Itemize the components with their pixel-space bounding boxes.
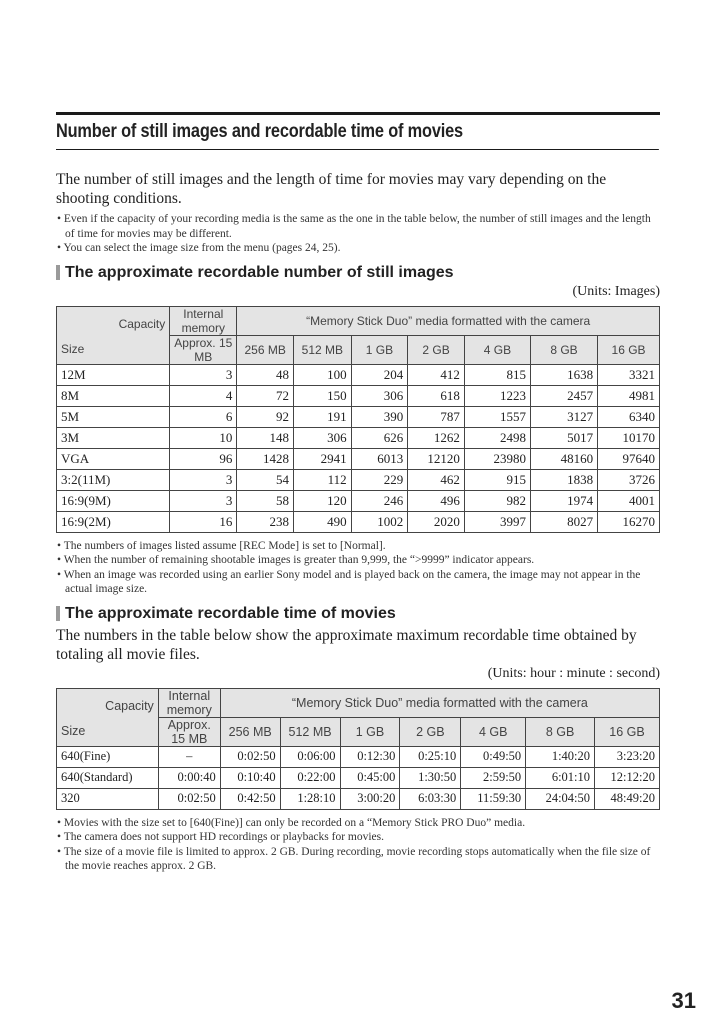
column-header: 16 GB	[595, 717, 660, 746]
table-cell: 0:49:50	[461, 746, 526, 767]
column-header: 2 GB	[400, 717, 461, 746]
internal-size-header: Approx. 15 MB	[158, 717, 220, 746]
table-cell: 72	[237, 385, 294, 406]
table-cell: 6:01:10	[526, 767, 595, 788]
table-cell: 6340	[598, 406, 660, 427]
movies-units: (Units: hour : minute : second)	[487, 665, 660, 681]
table-cell: 229	[351, 469, 408, 490]
table-cell: 4981	[598, 385, 660, 406]
table-cell: 48:49:20	[595, 788, 660, 809]
table-cell: 1428	[237, 448, 294, 469]
column-header: 4 GB	[464, 335, 530, 364]
table-cell: 150	[293, 385, 351, 406]
table-cell: 3:00:20	[340, 788, 400, 809]
table-cell: 0:45:00	[340, 767, 400, 788]
column-header: 1 GB	[340, 717, 400, 746]
movies-notes	[56, 816, 660, 874]
movies-table-body	[57, 746, 660, 809]
table-row	[57, 448, 660, 469]
intro-text: The number of still images and the length of time for movies may vary depending on the shooting conditions.	[56, 171, 607, 207]
table-cell: 8027	[530, 511, 597, 532]
table-cell: 1:30:50	[400, 767, 461, 788]
still-notes	[56, 539, 660, 597]
table-cell: 12:12:20	[595, 767, 660, 788]
table-cell: 204	[351, 364, 408, 385]
table-cell: 626	[351, 427, 408, 448]
table-cell: 306	[351, 385, 408, 406]
table-cell: 1002	[351, 511, 408, 532]
table-cell: 100	[293, 364, 351, 385]
table-cell: 16270	[598, 511, 660, 532]
movies-table	[56, 688, 660, 810]
table-cell: 48	[237, 364, 294, 385]
table-cell: 10170	[598, 427, 660, 448]
table-cell: 1262	[408, 427, 465, 448]
table-row	[57, 511, 660, 532]
page-title: Number of still images and recordable time of movies	[56, 121, 659, 150]
capacity-size-header	[57, 306, 170, 364]
row-size-label: 16:9(9M)	[57, 490, 170, 511]
table-cell: 2941	[293, 448, 351, 469]
still-images-heading	[56, 264, 660, 282]
column-header: 2 GB	[408, 335, 465, 364]
table-cell: 246	[351, 490, 408, 511]
table-row	[57, 788, 660, 809]
capacity-size-header	[57, 688, 159, 746]
movies-note: • The camera does not support HD recordings or playbacks for movies.	[57, 831, 385, 843]
still-note: • When an image was recorded using an earlier Sony model and is played back on the camera, the image may not appear in the actual image size.	[57, 568, 641, 595]
row-size-label: VGA	[57, 448, 170, 469]
movies-heading	[56, 605, 660, 623]
row-size-label: 12M	[57, 364, 170, 385]
row-size-label: 320	[57, 788, 159, 809]
table-cell: 2:59:50	[461, 767, 526, 788]
internal-size-header: Approx. 15 MB	[170, 335, 237, 364]
table-cell: 1838	[530, 469, 597, 490]
table-cell: 112	[293, 469, 351, 490]
row-size-label: 5M	[57, 406, 170, 427]
still-images-table-body	[57, 364, 660, 532]
table-cell: 1638	[530, 364, 597, 385]
movies-heading-text: The approximate recordable time of movies	[65, 604, 396, 622]
table-cell: 0:00:40	[158, 767, 220, 788]
section-bar-marker	[56, 265, 60, 280]
table-cell: 4001	[598, 490, 660, 511]
internal-memory-header: Internal memory	[158, 688, 220, 717]
table-row	[57, 385, 660, 406]
table-row	[57, 406, 660, 427]
still-units: (Units: Images)	[572, 283, 660, 299]
media-header: “Memory Stick Duo” media formatted with the camera	[220, 688, 659, 717]
table-cell: 0:10:40	[220, 767, 280, 788]
movies-note: • Movies with the size set to [640(Fine)] can only be recorded on a “Memory Stick PRO Duo” media.	[57, 816, 526, 829]
table-row	[57, 364, 660, 385]
table-cell: 915	[464, 469, 530, 490]
column-header: 8 GB	[530, 335, 597, 364]
table-cell: 3997	[464, 511, 530, 532]
table-cell: 96	[170, 448, 237, 469]
table-cell: 390	[351, 406, 408, 427]
table-cell: 48160	[530, 448, 597, 469]
table-row	[57, 427, 660, 448]
size-label: Size	[61, 723, 86, 738]
table-cell: 1:28:10	[280, 788, 340, 809]
column-header: 8 GB	[526, 717, 595, 746]
intro-note: • Even if the capacity of your recording media is the same as the one in the table below, the number of still images and the length of time for movies may be different.	[57, 213, 651, 240]
table-cell: 0:06:00	[280, 746, 340, 767]
table-cell: 11:59:30	[461, 788, 526, 809]
still-note: • When the number of remaining shootable images is greater than 9,999, the “>9999” indicator appears.	[57, 554, 535, 566]
table-cell: 10	[170, 427, 237, 448]
table-cell: 0:02:50	[220, 746, 280, 767]
still-images-table	[56, 306, 660, 533]
row-size-label: 640(Fine)	[57, 746, 159, 767]
media-header: “Memory Stick Duo” media formatted with the camera	[237, 306, 660, 335]
row-size-label: 8M	[57, 385, 170, 406]
table-cell: 54	[237, 469, 294, 490]
table-cell: 3:23:20	[595, 746, 660, 767]
table-cell: 4	[170, 385, 237, 406]
column-header: 512 MB	[293, 335, 351, 364]
column-header: 16 GB	[598, 335, 660, 364]
table-cell: 92	[237, 406, 294, 427]
table-cell: 97640	[598, 448, 660, 469]
table-cell: 3726	[598, 469, 660, 490]
table-cell: 462	[408, 469, 465, 490]
table-cell: 148	[237, 427, 294, 448]
row-size-label: 640(Standard)	[57, 767, 159, 788]
table-cell: 24:04:50	[526, 788, 595, 809]
table-cell: 306	[293, 427, 351, 448]
row-size-label: 3:2(11M)	[57, 469, 170, 490]
table-cell: 2457	[530, 385, 597, 406]
table-cell: 3321	[598, 364, 660, 385]
table-cell: 0:12:30	[340, 746, 400, 767]
table-cell: 496	[408, 490, 465, 511]
table-cell: 1:40:20	[526, 746, 595, 767]
table-cell: 1557	[464, 406, 530, 427]
section-bar-marker	[56, 606, 60, 621]
table-cell: 16	[170, 511, 237, 532]
table-cell: 3127	[530, 406, 597, 427]
table-cell: 0:25:10	[400, 746, 461, 767]
table-cell: 412	[408, 364, 465, 385]
movies-text: The numbers in the table below show the approximate maximum recordable time obtained by totaling all movie files.	[56, 626, 637, 663]
table-cell: 787	[408, 406, 465, 427]
movies-note: • The size of a movie file is limited to approx. 2 GB. During recording, movie recording stops automatically when the file size of the movie reaches approx. 2 GB.	[57, 845, 651, 872]
column-header: 4 GB	[461, 717, 526, 746]
table-cell: 12120	[408, 448, 465, 469]
table-cell: 3	[170, 364, 237, 385]
column-header: 256 MB	[220, 717, 280, 746]
table-cell: 982	[464, 490, 530, 511]
still-note: • The numbers of images listed assume [REC Mode] is set to [Normal].	[57, 539, 386, 552]
table-cell: 2020	[408, 511, 465, 532]
table-cell: 3	[170, 469, 237, 490]
table-cell: –	[158, 746, 220, 767]
table-cell: 618	[408, 385, 465, 406]
table-row	[57, 490, 660, 511]
table-cell: 0:42:50	[220, 788, 280, 809]
table-cell: 6:03:30	[400, 788, 461, 809]
capacity-label: Capacity	[105, 698, 154, 713]
table-cell: 191	[293, 406, 351, 427]
top-rule	[56, 112, 660, 115]
table-cell: 815	[464, 364, 530, 385]
table-cell: 0:02:50	[158, 788, 220, 809]
table-cell: 23980	[464, 448, 530, 469]
size-label: Size	[61, 341, 85, 356]
table-cell: 5017	[530, 427, 597, 448]
table-row	[57, 767, 660, 788]
table-cell: 1974	[530, 490, 597, 511]
table-cell: 6	[170, 406, 237, 427]
table-row	[57, 746, 660, 767]
table-cell: 120	[293, 490, 351, 511]
row-size-label: 16:9(2M)	[57, 511, 170, 532]
column-header: 256 MB	[237, 335, 294, 364]
table-cell: 490	[293, 511, 351, 532]
page-number: 31	[671, 988, 696, 1013]
table-cell: 238	[237, 511, 294, 532]
intro-note: • You can select the image size from the menu (pages 24, 25).	[57, 242, 341, 254]
table-cell: 6013	[351, 448, 408, 469]
page-content	[56, 112, 660, 874]
column-header: 512 MB	[280, 717, 340, 746]
table-cell: 2498	[464, 427, 530, 448]
still-images-heading-text: The approximate recordable number of still images	[65, 263, 454, 281]
column-header: 1 GB	[351, 335, 408, 364]
table-cell: 58	[237, 490, 294, 511]
table-row	[57, 469, 660, 490]
table-cell: 3	[170, 490, 237, 511]
table-cell: 0:22:00	[280, 767, 340, 788]
capacity-label: Capacity	[118, 316, 166, 331]
intro-notes	[56, 212, 660, 256]
row-size-label: 3M	[57, 427, 170, 448]
table-cell: 1223	[464, 385, 530, 406]
internal-memory-header: Internal memory	[170, 306, 237, 335]
